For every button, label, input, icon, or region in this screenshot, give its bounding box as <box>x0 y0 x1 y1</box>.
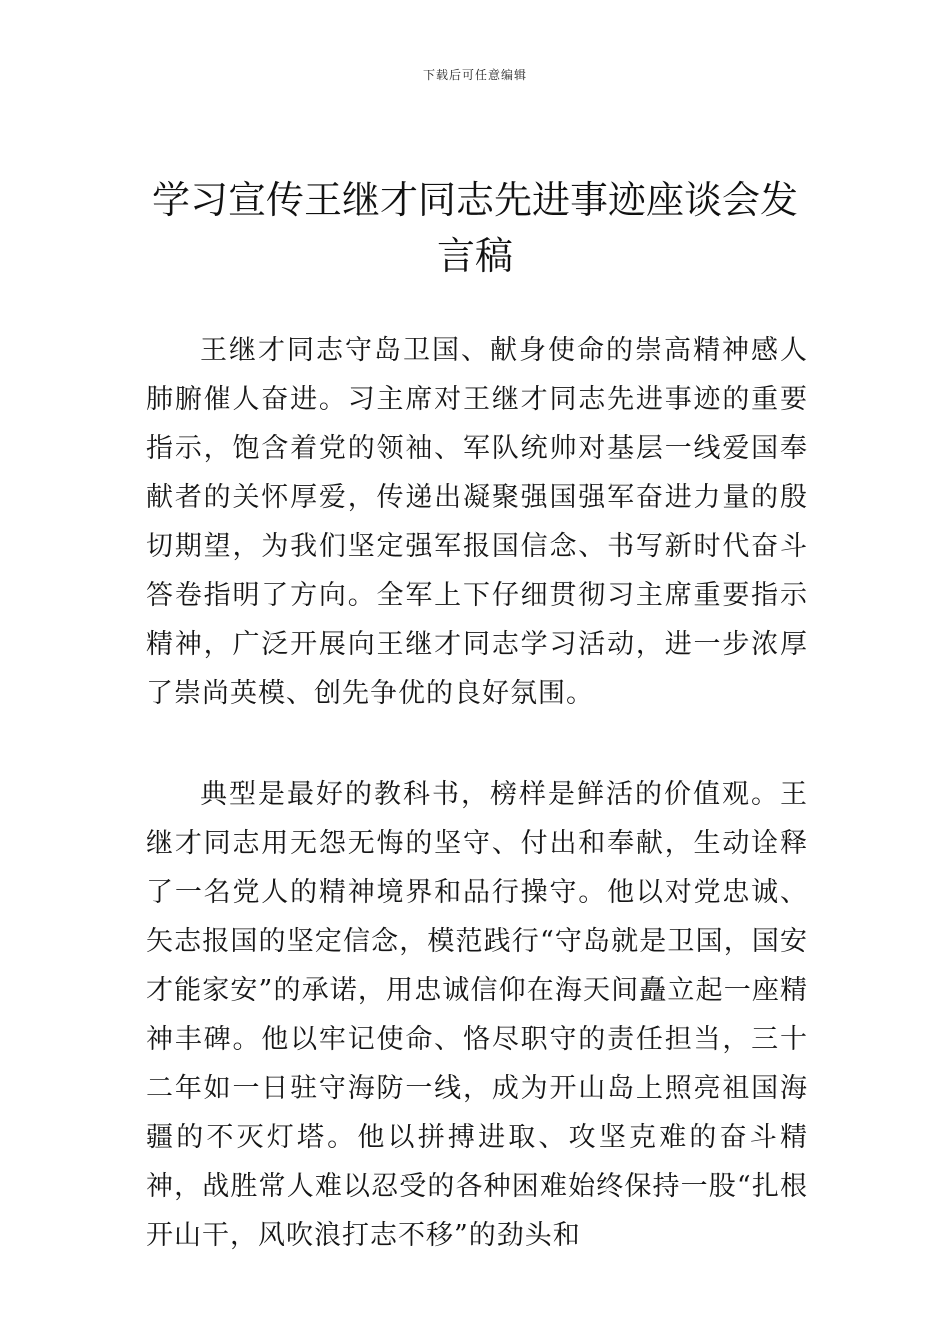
document-title: 学习宣传王继才同志先进事迹座谈会发言稿 <box>151 178 798 278</box>
paragraph-1: 王继才同志守岛卫国、献身使命的崇高精神感人肺腑催人奋进。习主席对王继才同志先进事迹的重要指示，饱含着党的领袖、军队统帅对基层一线爱国奉献者的关怀厚爱，传递出凝聚强国强军奋进力量的殷切期望，为我们坚定强军报国信念、书写新时代奋斗答卷指明了方向。全军上下仔细贯彻习主席重要指示精神，广泛开展向王继才同志学习活动，进一步浓厚了崇尚英模、创先争优的良好氛围。 <box>146 335 808 709</box>
header-note: 下载后可任意编辑 <box>422 68 527 82</box>
paragraph-2: 典型是最好的教科书，榜样是鲜活的价值观。王继才同志用无怨无悔的坚守、付出和奉献，生动诠释了一名党人的精神境界和品行操守。他以对党忠诚、矢志报国的坚定信念，模范践行“守岛就是卫国，国安才能家安”的承诺，用忠诚信仰在海天间矗立起一座精神丰碑。他以牢记使命、恪尽职守的责任担当，三十二年如一日驻守海防一线，成为开山岛上照亮祖国海疆的不灭灯塔。他以拼搏进取、攻坚克难的奋斗精神，战胜常人难以忍受的各种困难始终保持一股“扎根开山干，风吹浪打志不移”的劲头和 <box>146 779 808 1251</box>
